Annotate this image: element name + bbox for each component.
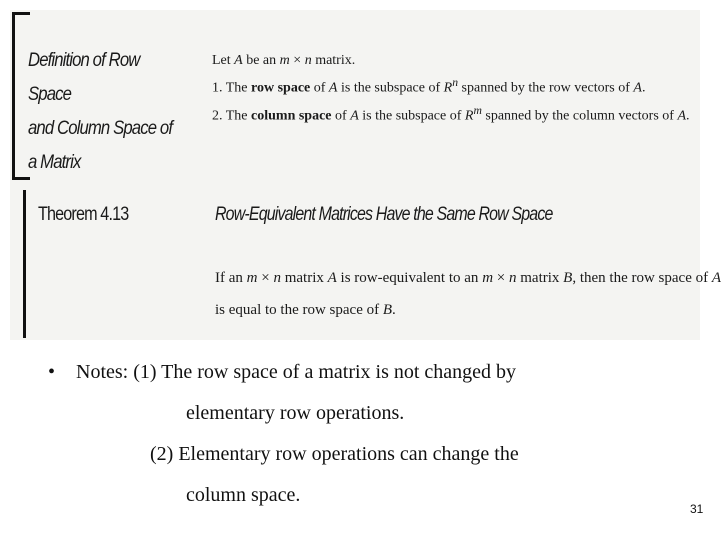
text: matrix bbox=[280, 270, 328, 286]
text: m bbox=[473, 103, 482, 117]
text: spanned by the column vectors of bbox=[481, 108, 678, 124]
definition-title-line: Definition of Row Space bbox=[28, 50, 140, 105]
text: n bbox=[509, 270, 517, 286]
definition-title-line: and Column Space of bbox=[28, 118, 173, 139]
text: . bbox=[392, 302, 396, 318]
text: A bbox=[327, 270, 337, 286]
definition-body bbox=[212, 50, 702, 127]
notes-text: Notes: (1) The row space of a matrix is not changed by bbox=[76, 361, 517, 383]
text: matrix bbox=[516, 270, 564, 286]
text: A bbox=[633, 80, 642, 96]
text: spanned by the row vectors of bbox=[458, 80, 634, 96]
text: × bbox=[289, 53, 305, 68]
text: n bbox=[452, 76, 459, 89]
text: R bbox=[464, 108, 474, 124]
text: column space bbox=[251, 108, 332, 124]
text: of bbox=[310, 80, 329, 96]
text: is equal to the row space of bbox=[215, 302, 383, 318]
text: m bbox=[246, 270, 258, 286]
text: 2. The bbox=[212, 108, 252, 124]
text: B bbox=[382, 302, 393, 318]
text: A bbox=[677, 108, 687, 124]
text: n bbox=[273, 270, 281, 286]
text: 1. The bbox=[212, 80, 252, 96]
text: A bbox=[711, 270, 721, 286]
notes-line-3: (2) Elementary row operations can change the bbox=[150, 443, 519, 465]
bullet-icon: • bbox=[48, 361, 56, 383]
notes-line-4: column space. bbox=[186, 484, 301, 506]
text: × bbox=[493, 270, 509, 286]
theorem-body bbox=[215, 262, 721, 326]
text: of bbox=[331, 108, 351, 124]
definition-intro bbox=[212, 50, 702, 72]
definition-title-line: a Matrix bbox=[28, 152, 81, 173]
text: m bbox=[482, 270, 494, 286]
theorem-line-1 bbox=[215, 262, 721, 294]
theorem-line-2 bbox=[215, 294, 695, 326]
text: m bbox=[279, 53, 290, 68]
theorem-side-bar bbox=[23, 190, 26, 338]
text: × bbox=[257, 270, 274, 286]
text: A bbox=[350, 108, 359, 124]
text: is the subspace of bbox=[358, 108, 465, 124]
text: R bbox=[443, 80, 453, 96]
text: be an bbox=[242, 53, 280, 68]
theorem-title: Row-Equivalent Matrices Have the Same Row Space bbox=[215, 204, 553, 225]
text: Let bbox=[212, 53, 235, 68]
text: A bbox=[234, 53, 243, 68]
text: is the subspace of bbox=[337, 80, 444, 96]
definition-item-1 bbox=[212, 72, 702, 100]
definition-title bbox=[28, 44, 182, 180]
definition-item-2 bbox=[212, 100, 702, 128]
text: matrix. bbox=[311, 53, 356, 68]
text: is row-equivalent to an bbox=[336, 270, 483, 286]
notes-block bbox=[48, 352, 668, 516]
text: n bbox=[304, 53, 312, 68]
text: A bbox=[328, 80, 338, 96]
notes-line-2: elementary row operations. bbox=[186, 402, 405, 424]
text: . bbox=[686, 108, 690, 124]
page-number: 31 bbox=[690, 502, 704, 516]
theorem-label: Theorem 4.13 bbox=[38, 204, 129, 225]
text: B bbox=[563, 270, 573, 286]
text: row space bbox=[251, 80, 311, 96]
notes-line-1 bbox=[48, 352, 668, 393]
text: If an bbox=[215, 270, 247, 286]
text: . bbox=[641, 80, 646, 96]
text: , then the row space of bbox=[572, 270, 712, 286]
